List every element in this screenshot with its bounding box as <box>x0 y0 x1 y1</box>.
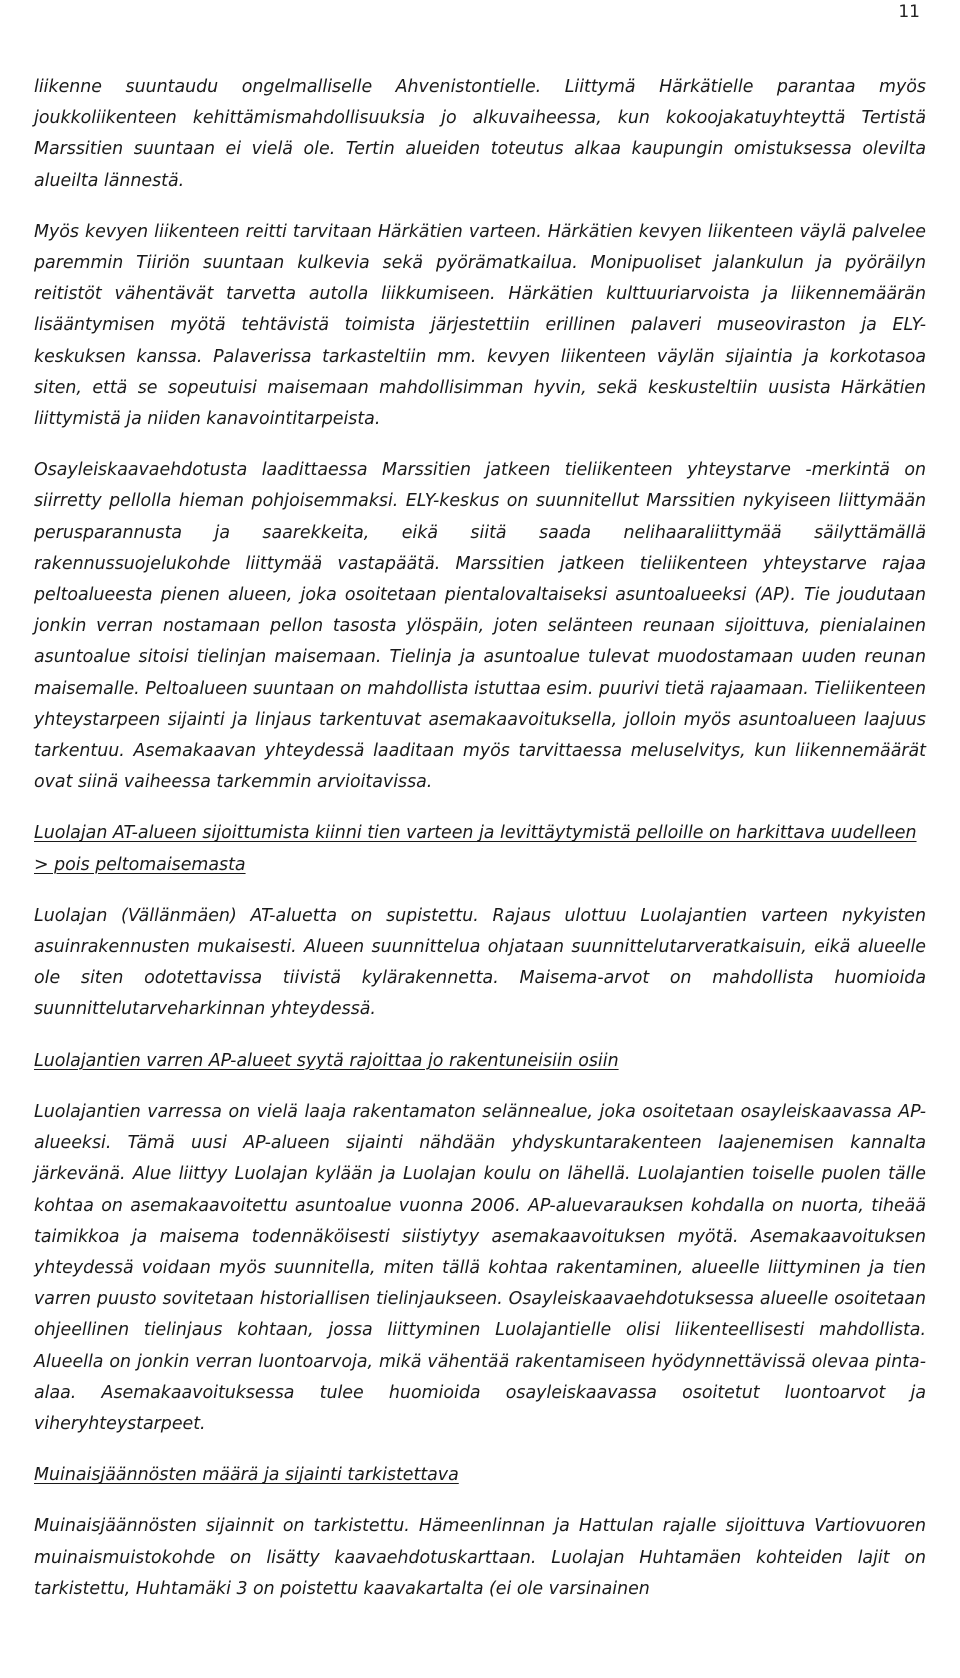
page-number: 11 <box>898 2 920 22</box>
paragraph-muinaisjaannokset: Muinaisjäännösten sijainnit on tarkistettu. Hämeenlinnan ja Hattulan rajalle sijoittuva Vartiovuoren muinaismuistokohde on lisätty kaavaehdotuskarttaan. Luolajan Huhtamäen kohteiden lajit on tarkistettu, Huhtamäki 3 on poistettu kaavakartalta (ei ole varsinainen <box>34 1516 926 1599</box>
section-heading-luolajan-at-alue: Luolajan AT-alueen sijoittumista kiinni tien varteen ja levittäytymistä pelloille on harkittava uudelleen > pois peltomaisemasta <box>34 823 917 875</box>
paragraph-luolajantien-ap-alueet: Luolajantien varressa on vielä laaja rakentamaton selännealue, joka osoitetaan osayleiskaavassa AP-alueeksi. Tämä uusi AP-alueen sijainti nähdään yhdyskuntarakenteen laajenemisen kannalta järkevänä. Alue liittyy Luolajan kylään ja Luolajan koulu on lähellä. Luolajantien toiselle puolen tälle kohtaa on asemakaavoitettu asuntoalue vuonna 2006. AP-aluevarauksen kohdalla on nuorta, tiheää taimikkoa ja maisema todennäköisesti siistiytyy asemakaavoituksen myötä. Asemakaavoituksen yhteydessä voidaan myös suunnitella, miten tällä kohtaa rakentaminen, alueelle liittyminen ja tien varren puusto sovitetaan historiallisen tielinjaukseen. Osayleiskaavaehdotuksessa alueelle osoitetaan ohjeellinen tielinjaus kohtaan, jossa liittyminen Luolajantielle olisi liikenteellisesti mahdollista. Alueella on jonkin verran luontoarvoja, mikä vähentää rakentamiseen hyödynnettävissä olevaa pinta-alaa. Asemakaavoituksessa tulee huomioida osayleiskaavassa osoitetut luontoarvot ja viheryhteystarpeet. <box>34 1101 926 1434</box>
paragraph-kevyen-liikenteen-reitti: Myös kevyen liikenteen reitti tarvitaan Härkätien varteen. Härkätien kevyen liikenteen väylä palvelee paremmin Tiiriön suuntaan kulkevia sekä pyörämatkailua. Monipuoliset jalankulun ja pyöräilyn reitistöt vähentävät tarvetta autolla liikkumiseen. Härkätien kulttuuriarvoista ja liikennemäärän lisääntymisen myötä tehtävistä toimista järjestettiin erillinen palaveri museoviraston ja ELY-keskuksen kanssa. Palaverissa tarkasteltiin mm. kevyen liikenteen väylän sijaintia ja korkotasoa siten, että se sopeutuisi maisemaan mahdollisimman hyvin, sekä keskusteltiin uusista Härkätien liittymistä ja niiden kanavointitarpeista. <box>34 221 926 430</box>
paragraph-liittyma-harkatielle: liikenne suuntaudu ongelmalliselle Ahvenistontielle. Liittymä Härkätielle parantaa myös joukkoliikenteen kehittämismahdollisuuksia jo alkuvaiheessa, kun kokoojakatuyhteyttä Tertistä Marssitien suuntaan ei vielä ole. Tertin alueiden toteutus alkaa kaupungin omistuksessa olevilta alueilta lännestä. <box>34 77 926 191</box>
section-heading-muinaisjaannokset: Muinaisjäännösten määrä ja sijainti tarkistettava <box>34 1465 459 1486</box>
paragraph-marssitien-jatke: Osayleiskaavaehdotusta laadittaessa Marssitien jatkeen tieliikenteen yhteystarve -merkintä on siirretty pellolla hieman pohjoisemmaksi. ELY-keskus on suunnitellut Marssitien nykyiseen liittymään perusparannusta ja saarekkeita, eikä siitä saada nelihaaraliittymää säilyttämällä rakennussuojelukohde liittymää vastapäätä. Marssitien jatkeen tieliikenteen yhteystarve rajaa peltoalueesta pienen alueen, joka osoitetaan pientalovaltaiseksi asuntoalueeksi (AP). Tie joudutaan jonkin verran nostamaan pellon tasosta ylöspäin, joten selänteen reunaan sijoittuva, pienialainen asuntoalue sitoisi tielinjan maisemaan. Tielinja ja asuntoalue tulevat muodostamaan uuden reunan maisemalle. Peltoalueen suuntaan on mahdollista istuttaa esim. puurivi tietä rajaamaan. Tieliikenteen yhteystarpeen sijainti ja linjaus tarkentuvat asemakaavoituksella, jolloin myös asuntoalueen laajuus tarkentuu. Asemakaavan yhteydessä laaditaan myös tarvittaessa meluselvitys, kun liikennemäärät ovat siinä vaiheessa tarkemmin arvioitavissa. <box>34 460 926 793</box>
paragraph-luolajan-at-alue: Luolajan (Vällänmäen) AT-aluetta on supistettu. Rajaus ulottuu Luolajantien varteen nykyisten asuinrakennusten mukaisesti. Alueen suunnittelua ohjataan suunnittelutarveratkaisuin, eikä alueelle ole siten odotettavissa tiivistä kylärakennetta. Maisema-arvot on mahdollista huomioida suunnittelutarveharkinnan yhteydessä. <box>34 905 926 1020</box>
section-heading-luolajantien-ap-alueet: Luolajantien varren AP-alueet syytä rajoittaa jo rakentuneisiin osiin <box>34 1050 619 1071</box>
document-body <box>34 72 926 1605</box>
